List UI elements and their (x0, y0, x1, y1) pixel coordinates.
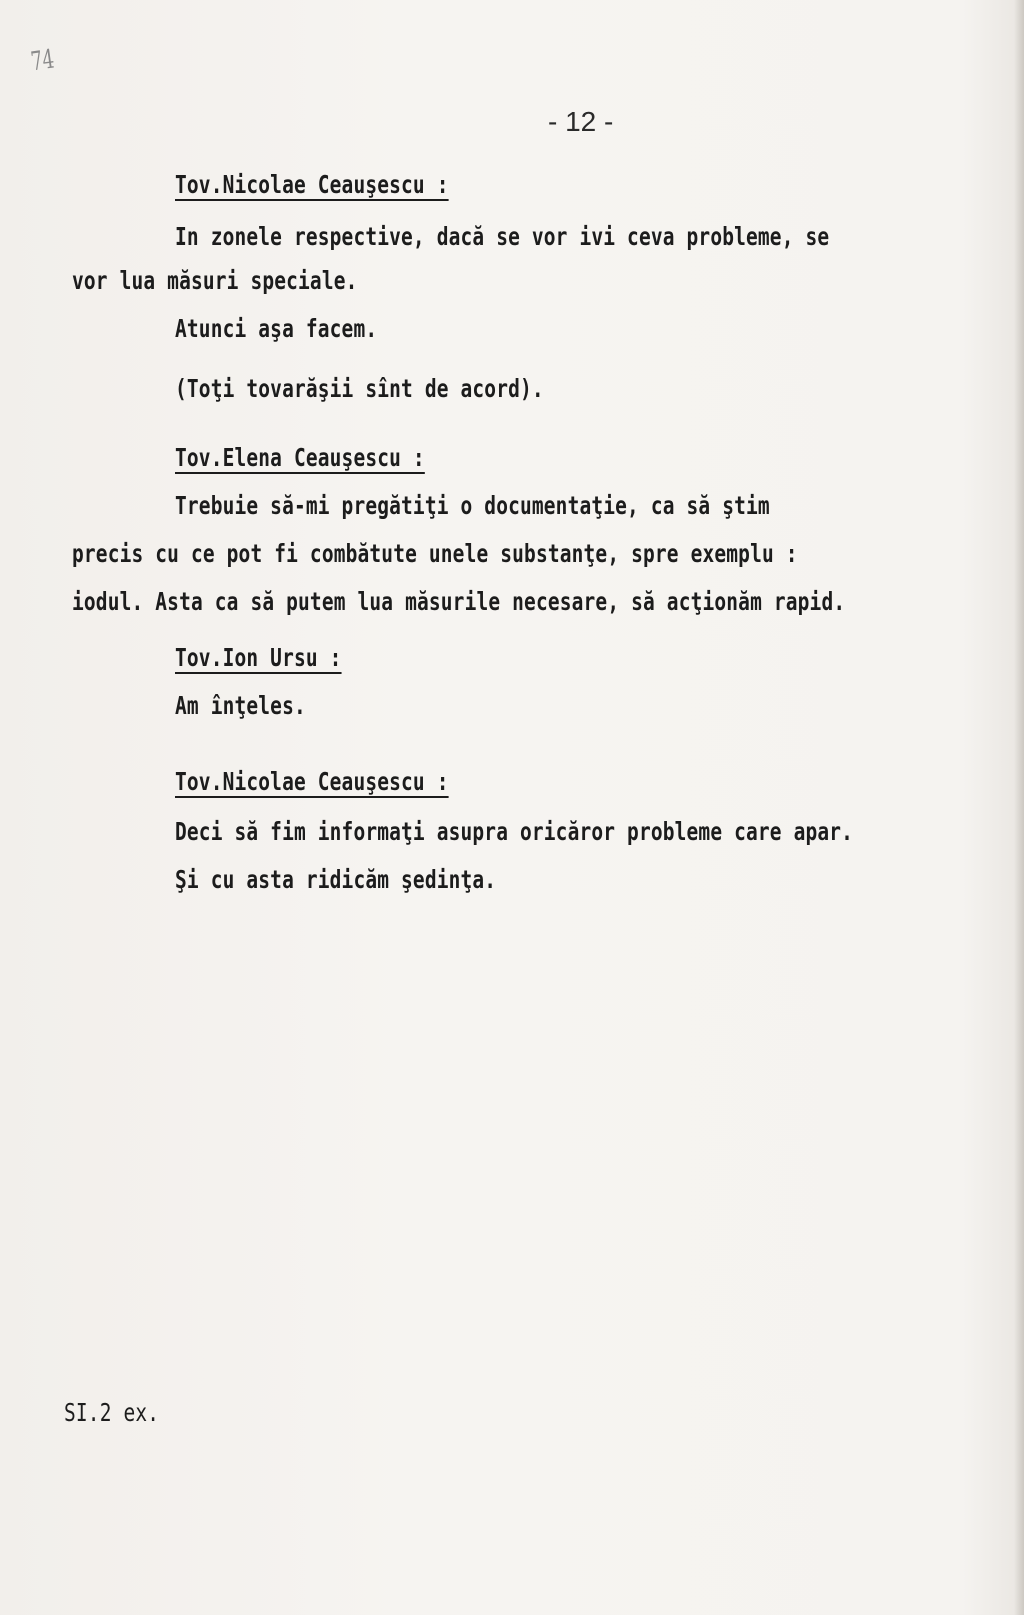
paragraph-line: Atunci aşa facem. (175, 314, 378, 343)
paragraph-line: Trebuie să-mi pregătiţi o documentaţie, ca să ştim (175, 491, 770, 520)
page-edge-shadow (1014, 0, 1024, 1615)
footer-note: SI.2 ex. (64, 1398, 160, 1427)
speaker-label: Tov.Nicolae Ceauşescu : (175, 767, 449, 796)
paragraph-line: Am înţeles. (175, 691, 306, 720)
paragraph-line: Deci să fim informaţi asupra oricăror probleme care apar. (175, 817, 854, 846)
paragraph-line: Şi cu asta ridicăm şedinţa. (175, 865, 497, 894)
paragraph-line: vor lua măsuri speciale. (72, 266, 358, 295)
page-number: - 12 - (548, 106, 614, 137)
margin-handwritten-mark: 74 (28, 44, 57, 78)
paragraph-line: precis cu ce pot fi combătute unele substanţe, spre exemplu : (72, 539, 798, 568)
speaker-label: Tov.Nicolae Ceauşescu : (175, 170, 449, 199)
paragraph-line: In zonele respective, dacă se vor ivi ceva probleme, se (175, 222, 830, 251)
paragraph-line: iodul. Asta ca să putem lua măsurile necesare, să acţionăm rapid. (72, 587, 846, 616)
speaker-label: Tov.Ion Ursu : (175, 643, 342, 672)
speaker-label: Tov.Elena Ceauşescu : (175, 443, 425, 472)
paragraph-line: (Toţi tovarăşii sînt de acord). (175, 374, 544, 403)
